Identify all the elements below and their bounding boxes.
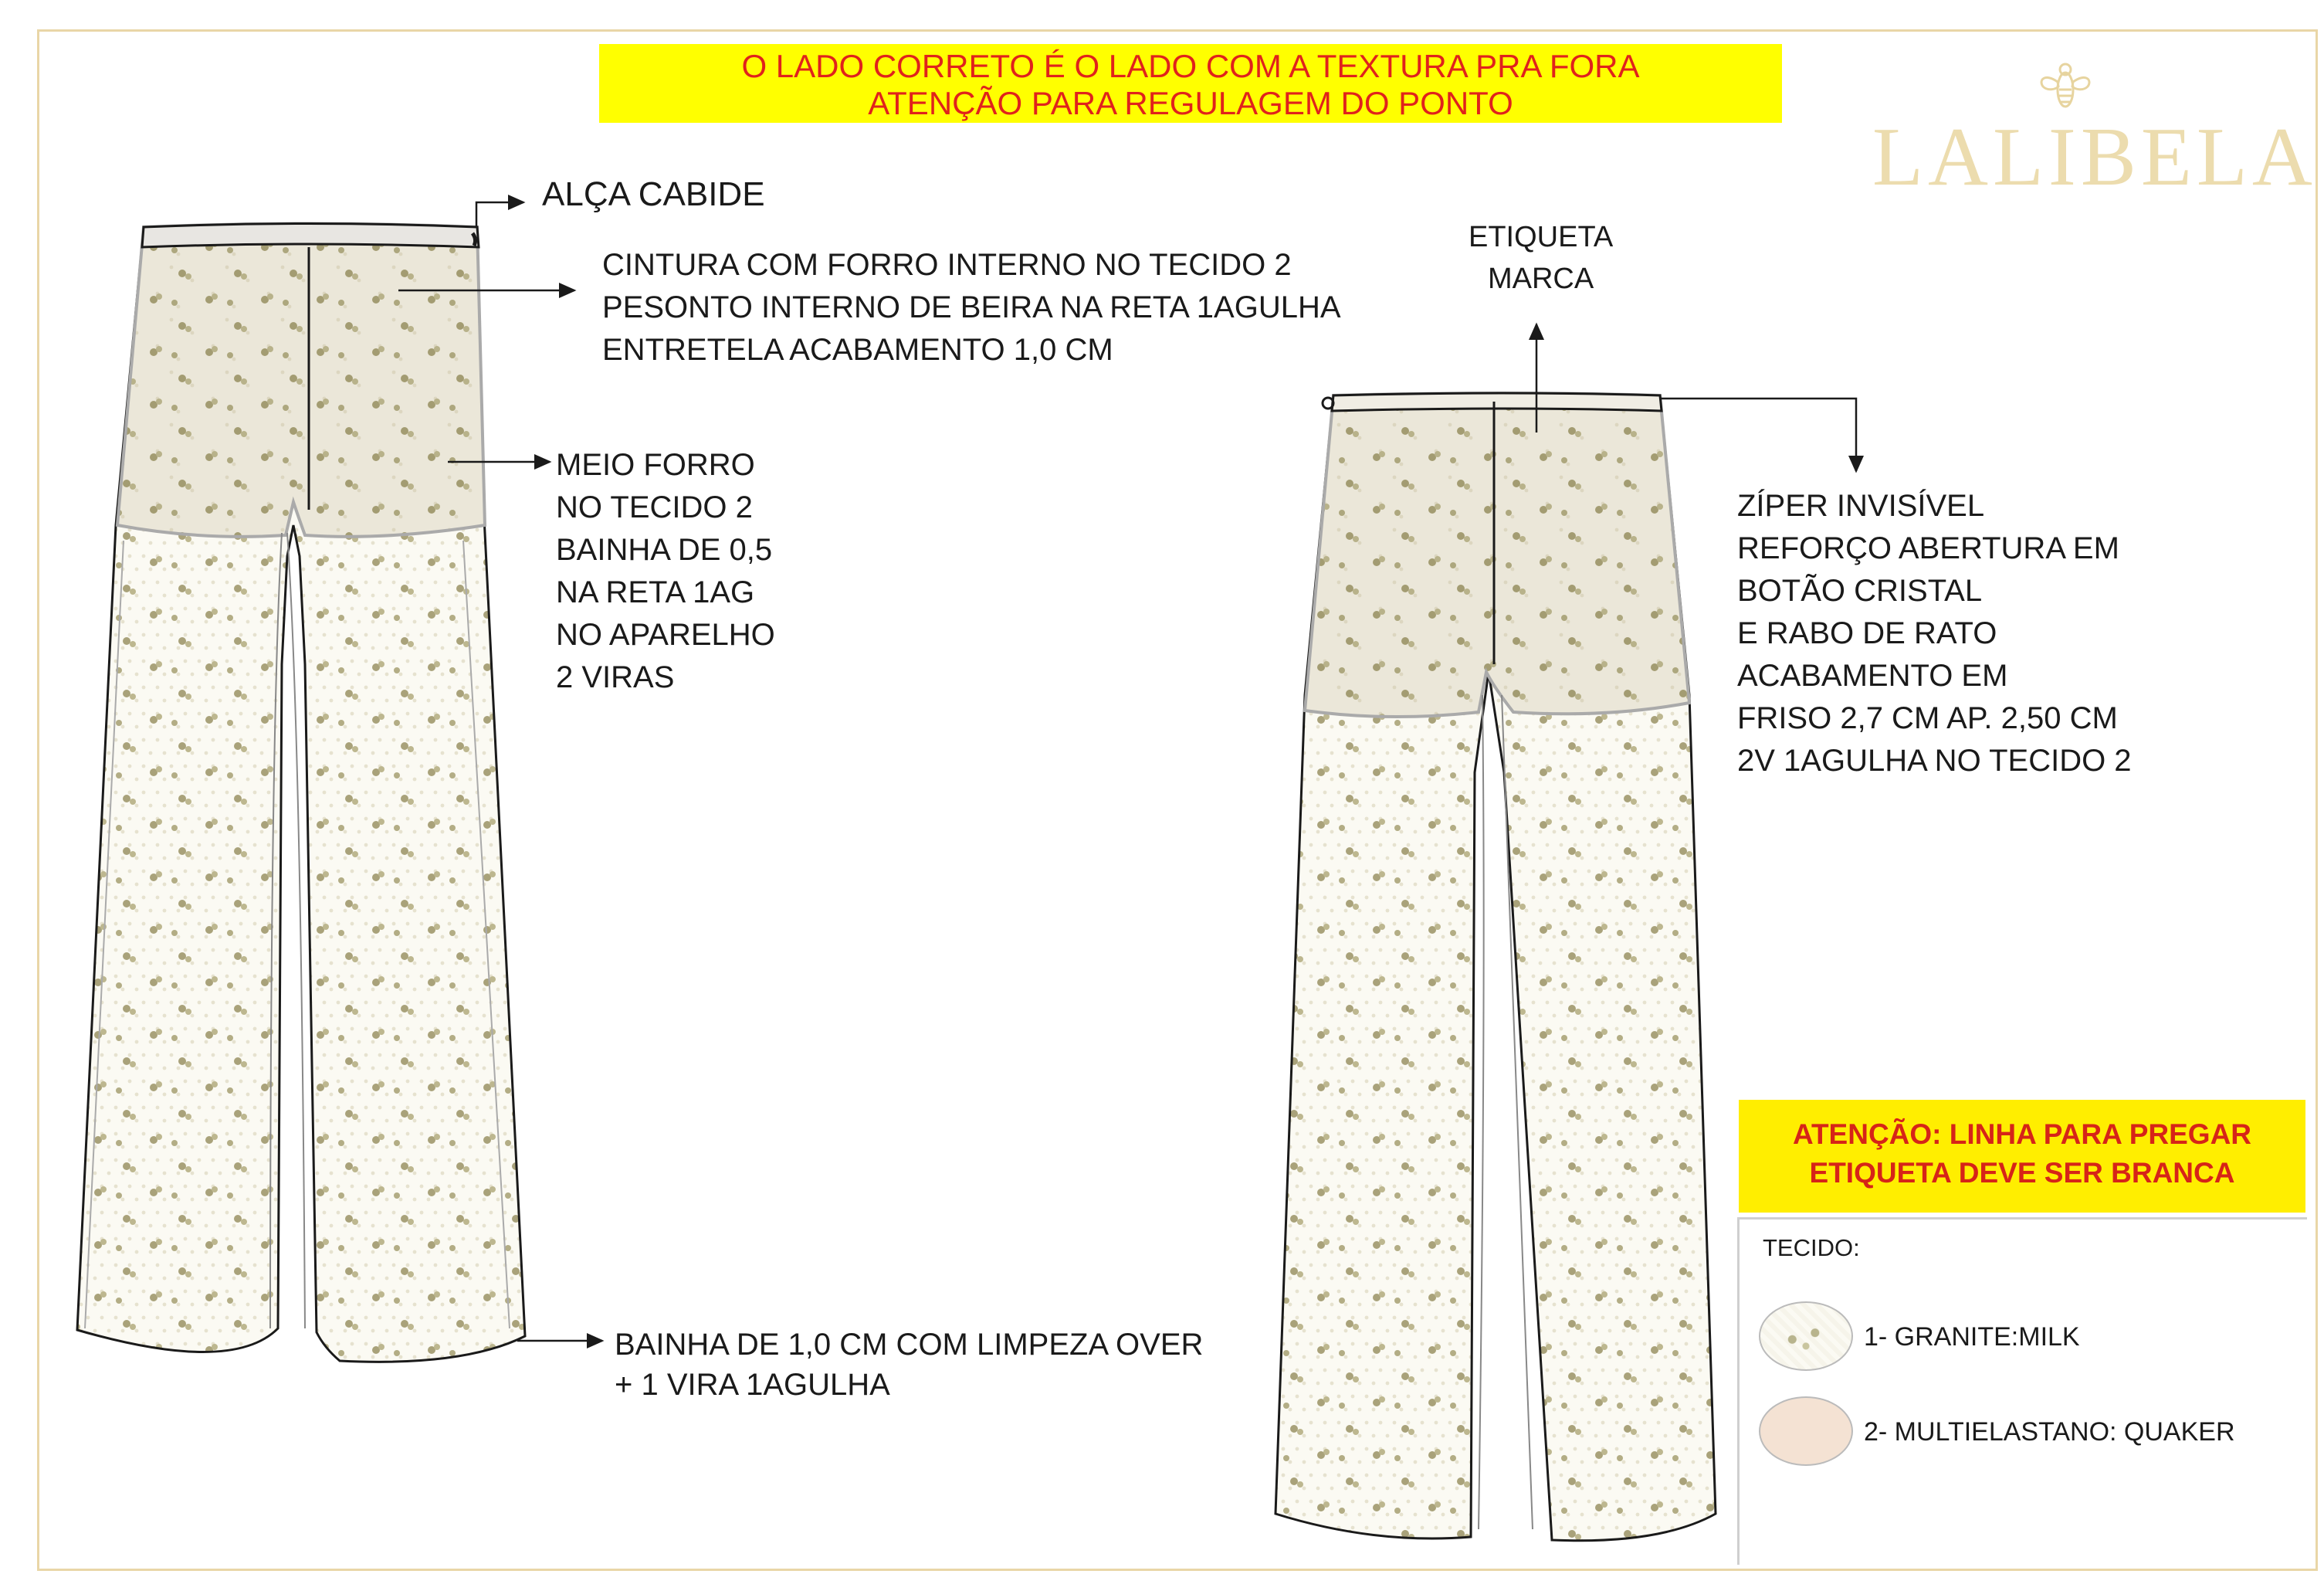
banner-line-2: ATENÇÃO PARA REGULAGEM DO PONTO [868,85,1513,121]
half-lining-notes [556,444,775,699]
fabric-legend-title: TECIDO: [1763,1234,1860,1261]
zipper-note-5: ACABAMENTO EM [1737,659,2008,693]
lining-note-1: MEIO FORRO [556,448,755,482]
zipper-note-6: FRISO 2,7 CM AP. 2,50 CM [1737,701,2118,735]
attention-line-1: ATENÇÃO: LINHA PARA PREGAR [1792,1118,2252,1150]
tag-note-2: MARCA [1487,263,1594,295]
brand-logo-text: LALIBELA [1872,111,2317,203]
waistband-note-1: CINTURA COM FORRO INTERNO NO TECIDO 2 [602,248,1292,282]
fabric-label-2: 2- MULTIELASTANO: QUAKER [1864,1417,2235,1447]
zipper-note-7: 2V 1AGULHA NO TECIDO 2 [1737,744,2132,778]
zipper-note-3: BOTÃO CRISTAL [1737,574,1983,608]
waistband-notes [602,244,1341,371]
attention-box [1739,1100,2305,1213]
fabric-label-1: 1- GRANITE:MILK [1864,1322,2080,1352]
hanger-loop-label: ALÇA CABIDE [542,175,765,213]
hem-notes [615,1325,1203,1405]
zipper-note-1: ZÍPER INVISÍVEL [1737,489,1985,523]
lining-note-2: NO TECIDO 2 [556,490,753,524]
back-view-pants [1275,393,1716,1541]
fabric-swatch-1 [1759,1301,1853,1371]
zipper-note-2: REFORÇO ABERTURA EM [1737,531,2119,565]
lining-note-6: 2 VIRAS [556,660,675,694]
attention-line-2: ETIQUETA DEVE SER BRANCA [1809,1157,2235,1189]
waistband-note-2: PESONTO INTERNO DE BEIRA NA RETA 1AGULHA [602,290,1341,324]
hem-note-2: + 1 VIRA 1AGULHA [615,1368,890,1402]
lining-note-4: NA RETA 1AG [556,575,755,609]
fabric-swatch-2 [1759,1396,1853,1466]
lining-note-5: NO APARELHO [556,618,775,652]
brand-tag-notes [1469,216,1613,300]
fabric-legend [1737,1217,2307,1565]
hem-note-1: BAINHA DE 1,0 CM COM LIMPEZA OVER [615,1328,1204,1362]
banner-line-1: O LADO CORRETO É O LADO COM A TEXTURA PRA FORA [741,48,1640,84]
waistband-note-3: ENTRETELA ACABAMENTO 1,0 CM [602,333,1113,367]
zipper-note-4: E RABO DE RATO [1737,616,1997,650]
front-view-pants [77,224,525,1362]
tag-note-1: ETIQUETA [1469,221,1614,253]
zipper-notes [1737,485,2132,782]
lining-note-3: BAINHA DE 0,5 [556,533,773,567]
